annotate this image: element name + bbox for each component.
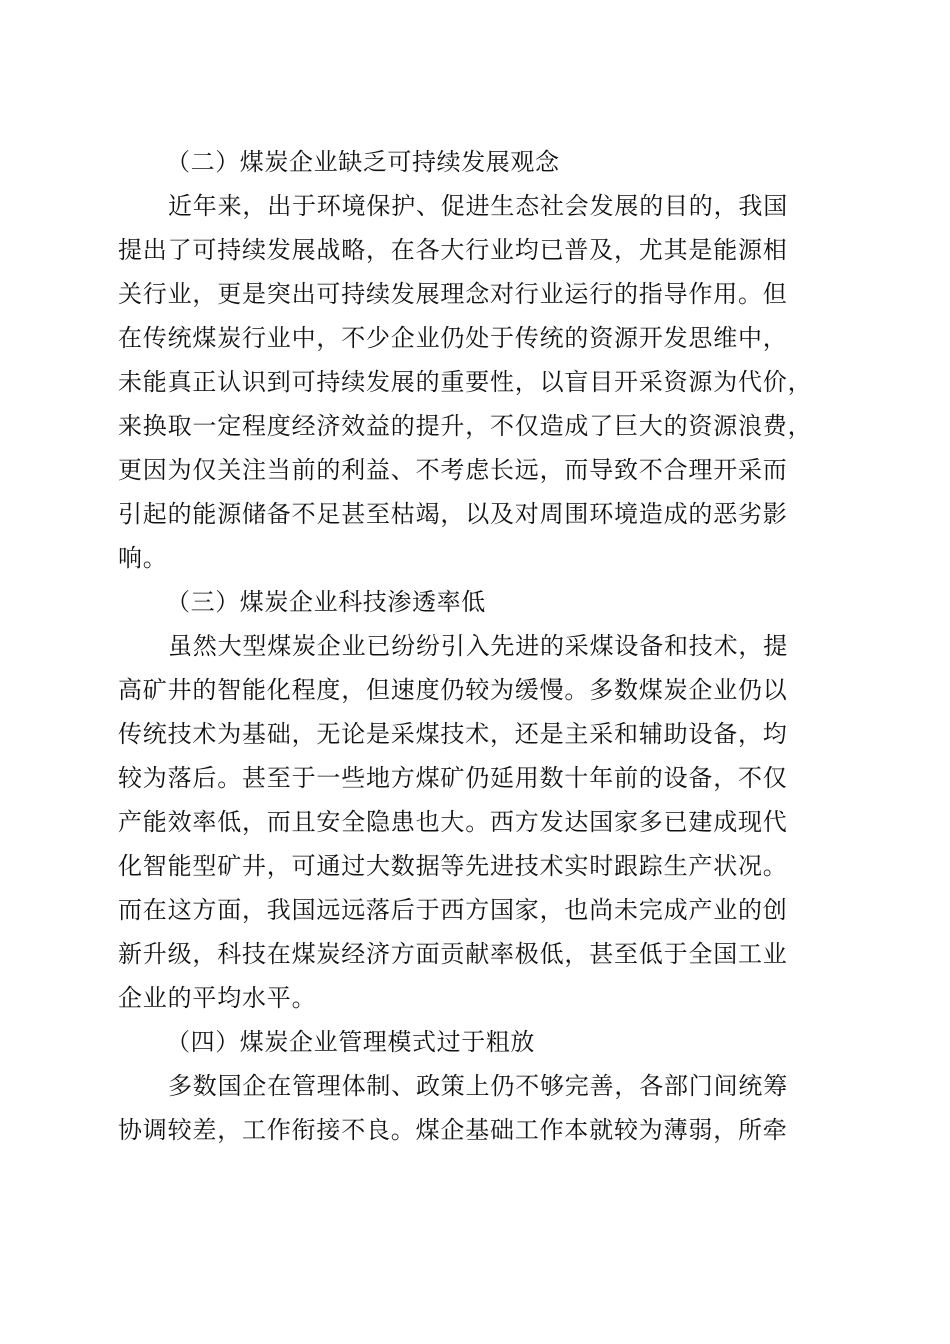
- paragraph-line: 引起的能源储备不足甚至枯竭，以及对周围环境造成的恶劣影: [118, 500, 788, 528]
- section-heading-4: （四）煤炭企业管理模式过于粗放: [166, 1028, 535, 1056]
- paragraph-line: 而在这方面，我国远远落后于西方国家，也尚未完成产业的创: [118, 896, 788, 924]
- paragraph-line: 来换取一定程度经济效益的提升，不仅造成了巨大的资源浪费，: [118, 412, 813, 440]
- paragraph-line: 协调较差，工作衔接不良。煤企基础工作本就较为薄弱，所牵: [118, 1116, 788, 1144]
- paragraph-line: 较为落后。甚至于一些地方煤矿仍延用数十年前的设备，不仅: [118, 764, 788, 792]
- paragraph-line: 提出了可持续发展战略，在各大行业均已普及，尤其是能源相: [118, 236, 788, 264]
- paragraph-line: 虽然大型煤炭企业已纷纷引入先进的采煤设备和技术，提: [168, 632, 788, 660]
- paragraph-line: 新升级，科技在煤炭经济方面贡献率极低，甚至低于全国工业: [118, 940, 788, 968]
- paragraph-line: 未能真正认识到可持续发展的重要性，以盲目开采资源为代价，: [118, 368, 813, 396]
- paragraph-line: 关行业，更是突出可持续发展理念对行业运行的指导作用。但: [118, 280, 788, 308]
- paragraph-line: 近年来，出于环境保护、促进生态社会发展的目的，我国: [168, 192, 788, 220]
- paragraph-line: 传统技术为基础，无论是采煤技术，还是主采和辅助设备，均: [118, 720, 788, 748]
- paragraph-line: 产能效率低，而且安全隐患也大。西方发达国家多已建成现代: [118, 808, 788, 836]
- paragraph-line: 企业的平均水平。: [118, 984, 317, 1012]
- paragraph-line: 响。: [118, 544, 168, 572]
- document-body: [118, 140, 814, 1152]
- paragraph-line: 在传统煤炭行业中，不少企业仍处于传统的资源开发思维中，: [118, 324, 788, 352]
- paragraph-line: 化智能型矿井，可通过大数据等先进技术实时跟踪生产状况。: [118, 852, 788, 880]
- section-heading-2: （二）煤炭企业缺乏可持续发展观念: [166, 148, 560, 176]
- paragraph-line: 更因为仅关注当前的利益、不考虑长远，而导致不合理开采而: [118, 456, 788, 484]
- paragraph-line: 高矿井的智能化程度，但速度仍较为缓慢。多数煤炭企业仍以: [118, 676, 788, 704]
- section-heading-3: （三）煤炭企业科技渗透率低: [166, 588, 486, 616]
- paragraph-line: 多数国企在管理体制、政策上仍不够完善，各部门间统筹: [168, 1072, 788, 1100]
